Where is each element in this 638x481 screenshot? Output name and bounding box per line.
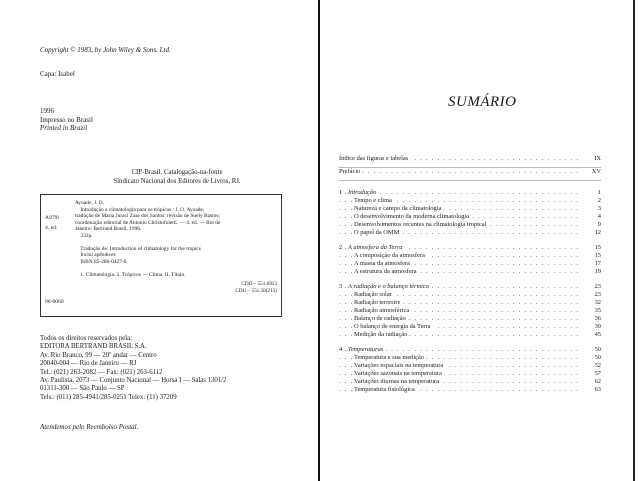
publisher-line: Av. Rio Branco, 99 — 20º andar — Centro [40,351,157,359]
toc-entry-page: 3 [579,205,601,213]
toc-entry[interactable] [339,323,601,331]
toc-entry-label: O desenvolvimento da moderna climatologia [354,213,470,220]
toc-entry-label: Prefácio [339,168,361,175]
toc-entry-label: Natureza e campo da climatologia [354,205,442,212]
toc-entry-label: A massa da atmosfera [354,260,410,267]
cip-line: 332p. [75,232,93,239]
publisher-line: 20040-004 — Rio de Janeiro — RJ [40,360,137,368]
publisher-line: Tels.: (011) 285-4941/285-0251 Telex: (11) 37209 [40,393,177,401]
toc-divider [339,180,601,181]
toc-entry-label: Balanço de radiação [354,315,406,322]
toc-entry[interactable] [339,315,601,323]
toc-entry-page: 35 [579,307,601,315]
cip-edition: 4. ed. [45,225,58,231]
toc-entry-page: 15 [579,244,601,252]
publisher-line: Todos os direitos reservados pela: [40,335,133,342]
publisher-line: 01311-300 — São Paulo — SP [40,385,125,393]
cip-line: Inclui apêndices [75,252,116,258]
toc-entry-label: Índice das figuras e tabelas [339,155,409,162]
toc-entry-page: 32 [579,299,601,307]
cip-record [75,200,275,278]
cip-line: Ayoade, J. O. [75,200,104,206]
toc-entry-page: 36 [579,315,601,323]
cip-line: Introdução a climatologia para os trópicos / J. O. Ayoade; [75,206,205,213]
toc-entry-label: Temperaturas [348,346,384,353]
cip-line: Janeiro: Bertrand Brasil, 1996. [75,226,142,232]
chapter-number: 4 [339,346,343,353]
classification [235,281,277,294]
toc-entry[interactable] [339,268,601,276]
toc-front-matter [339,155,601,181]
toc-entry-label: O papel da OMM [354,229,400,236]
toc-entry-page: 17 [579,260,601,268]
toc-entry-page: 39 [579,323,601,331]
toc-chapters [339,189,601,401]
cdd-code: CDD – 551.6913 [241,281,277,287]
cip-line: Tradução de: Introduction of climatology for the tropics [75,245,201,252]
toc-entry[interactable] [339,213,601,221]
toc-entry-page: 15 [579,252,601,260]
cip-title-1: CIP-Brasil. Catalogação-na-fonte [131,169,223,176]
toc-entry-label: Desenvolvimentos recentes na climatologia tropical [354,221,487,228]
toc-entry-label: Variações diurnas na temperatura [354,378,439,385]
toc-entry-label: O balanço de energia da Terra [354,323,431,330]
toc-entry-page: 57 [579,370,601,378]
printed-in-pt: Impresso no Brasil [40,115,93,124]
toc-entry[interactable] [339,307,601,315]
toc-chapter [339,244,601,276]
toc-entry[interactable] [339,244,601,252]
toc-entry-page: 4 [579,213,601,221]
toc-divider [339,167,601,168]
toc-entry[interactable] [339,252,601,260]
toc-entry-page: 52 [579,362,601,370]
toc-entry-page: 45 [579,331,601,339]
toc-entry-label: Radiação terrestre [354,299,401,306]
toc-entry-label: Temperatura e sua medição [354,354,424,361]
toc-entry-page: 23 [579,283,601,291]
cip-code: A979i [45,215,59,221]
toc-entry[interactable] [339,362,601,370]
toc-entry-page: 9 [579,221,601,229]
cip-line: 1. Climatologia. 2. Trópicos — Clima. II. Título. [75,271,186,278]
toc-entry-page: IX [579,155,601,163]
toc-entry[interactable] [339,205,601,213]
toc-entry[interactable] [339,299,601,307]
book-spine [318,0,320,481]
toc-entry-label: Variações sazonais na temperatura [354,370,442,377]
toc-entry-page: 63 [579,386,601,394]
toc-entry-label: Tempo e clima [354,197,392,204]
copyright-line: Copyright © 1983, by John Wiley & Sons. Ltd. [40,46,171,54]
cip-line: tradução de Maria Juraci Zani dos Santos; revisão de Suely Bastos; [75,213,220,219]
page-title: SUMÁRIO [448,94,517,110]
toc-entry[interactable] [339,386,601,394]
toc-entry-page: 12 [579,229,601,237]
printed-in-en: Printed in Brazil [40,124,88,133]
toc-entry[interactable] [339,378,601,386]
toc-entry[interactable] [339,229,601,237]
toc-entry-page: 62 [579,378,601,386]
toc-entry[interactable] [339,260,601,268]
toc-entry[interactable] [339,168,601,176]
toc-entry-label: A radiação e o balanço térmico [348,283,429,290]
toc-entry-label: A composição da atmosfera [354,252,425,259]
toc-entry[interactable] [339,370,601,378]
toc-entry-label: Temperatura fisiológica [354,386,415,393]
toc-entry[interactable] [339,155,601,163]
cip-box [40,194,282,317]
toc-entry-page: XV [579,168,601,176]
toc-entry[interactable] [339,331,601,339]
cip-number: 96-0060 [45,299,64,305]
publication-year: 1996 [40,107,54,115]
publisher-line: EDITORA BERTRAND BRASIL S.A. [40,343,147,351]
cover-credit: Capa: Isabel [40,70,75,78]
toc-entry-page: 50 [579,354,601,362]
toc-entry[interactable] [339,354,601,362]
toc-entry[interactable] [339,283,601,291]
toc-entry[interactable] [339,221,601,229]
publication-info [40,107,93,133]
toc-entry[interactable] [339,346,601,354]
chapter-number: 1 [339,189,343,196]
toc-entry-label: A estrutura da atmosfera [354,268,417,275]
toc-chapter [339,283,601,339]
publisher-block [40,335,227,402]
publisher-line: Av. Paulista, 2073 — Conjunto Nacional — Horsa I — Salas 1301/2 [40,377,227,385]
toc-chapter [339,189,601,237]
toc-entry-page: 50 [579,346,601,354]
toc-entry-label: Introdução [348,189,377,196]
cip-line: coordenação editorial de Antonio Christofoletti. — 4. ed. — Rio de [75,219,221,226]
cip-line: ISBN 85-286-0427-6 [75,258,127,265]
cip-title-2: Sindicato Nacional dos Editores de Livros, RJ. [113,178,241,185]
toc-entry-page: 1 [579,189,601,197]
page-edge [633,0,635,481]
toc-entry-page: 2 [579,197,601,205]
toc-entry[interactable] [339,197,601,205]
cdu-code: CDU – 551.58(213) [235,287,277,294]
toc-entry-label: Variações espaciais na temperatura [354,362,444,369]
publisher-line: Tel.: (021) 263-2082 — Fax: (021) 263-6112 [40,368,163,376]
toc-entry-label: Radiação atmosférica [354,307,410,314]
toc-entry[interactable] [339,189,601,197]
toc-entry-page: 23 [579,291,601,299]
postal-note: Atendemos pelo Reembolso Postal. [40,423,139,431]
toc-chapter [339,346,601,394]
leader-dots [339,168,579,176]
toc-entry-label: Medição da radiação [354,331,408,338]
cip-heading [72,168,282,186]
toc-entry-page: 19 [579,268,601,276]
chapter-number: 2 [339,244,343,251]
toc-entry-label: Radiação solar [354,291,392,298]
chapter-number: 3 [339,283,343,290]
toc-entry-label: A atmosfera da Terra [348,244,403,251]
toc-entry[interactable] [339,291,601,299]
